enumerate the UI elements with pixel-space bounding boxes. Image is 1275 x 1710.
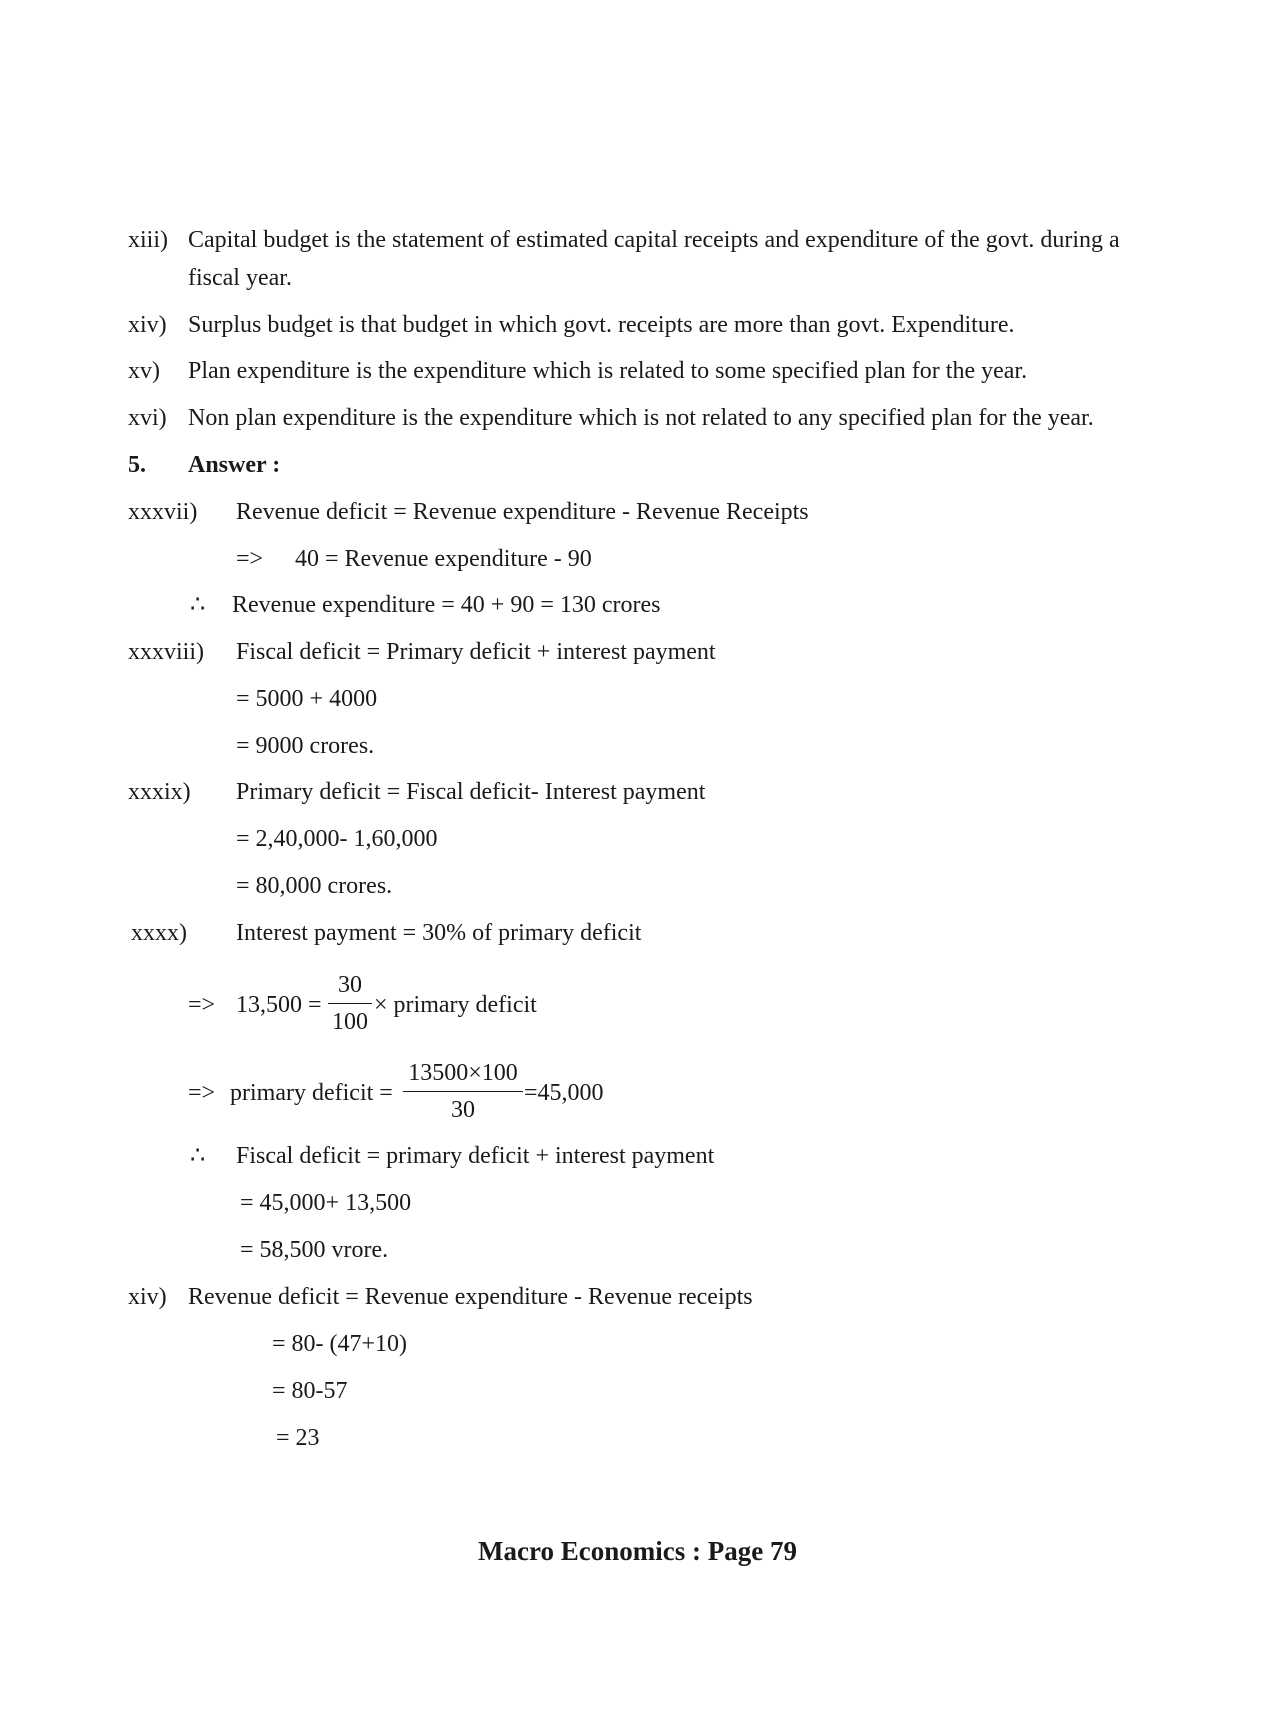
item-number: xv) xyxy=(128,358,160,384)
item-number: xvi) xyxy=(128,405,167,431)
equation-line: = 80-57 xyxy=(272,1378,348,1404)
equation-line: = 80,000 crores. xyxy=(236,873,393,899)
definition-text: Plan expenditure is the expenditure which is related to some specified plan for the year. xyxy=(188,358,1028,384)
equation-line: Revenue deficit = Revenue expenditure - Revenue receipts xyxy=(188,1284,753,1310)
definition-text: Surplus budget is that budget in which govt. receipts are more than govt. Expenditure. xyxy=(188,312,1015,338)
equation-line: = 2,40,000- 1,60,000 xyxy=(236,826,438,852)
equation-line: = 23 xyxy=(276,1425,320,1451)
therefore-symbol: ∴ xyxy=(190,1143,206,1169)
implies-arrow: => xyxy=(188,1080,216,1106)
fraction-numerator: 30 xyxy=(338,972,362,998)
equation-line: Interest payment = 30% of primary deficit xyxy=(236,920,642,946)
section-title: Answer : xyxy=(188,452,281,478)
item-number: xiii) xyxy=(128,227,168,253)
equation-line: = 80- (47+10) xyxy=(272,1331,408,1357)
equation-line: = 58,500 vrore. xyxy=(240,1237,389,1263)
section-number: 5. xyxy=(128,452,146,478)
item-number: xxxix) xyxy=(128,779,191,805)
definition-text-continued: fiscal year. xyxy=(188,265,292,291)
therefore-symbol: ∴ xyxy=(190,592,206,618)
equation-line: Revenue deficit = Revenue expenditure - Revenue Receipts xyxy=(236,499,809,525)
fraction-numerator: 13500×100 xyxy=(408,1060,518,1086)
equation-line: = 5000 + 4000 xyxy=(236,686,378,712)
item-number: xiv) xyxy=(128,1284,167,1310)
equation-left: primary deficit = xyxy=(230,1080,393,1106)
equation-line: = 9000 crores. xyxy=(236,733,375,759)
equation-right: × primary deficit xyxy=(374,992,537,1018)
fraction xyxy=(328,973,372,1034)
fraction-bar xyxy=(403,1091,523,1092)
definition-text: Capital budget is the statement of estimated capital receipts and expenditure of the govt. during a xyxy=(188,227,1120,253)
equation-line: Fiscal deficit = Primary deficit + interest payment xyxy=(236,639,716,665)
implies-arrow: => xyxy=(188,992,216,1018)
equation-line: = 45,000+ 13,500 xyxy=(240,1190,412,1216)
equation-line: Primary deficit = Fiscal deficit- Interest payment xyxy=(236,779,706,805)
equation-left: 13,500 = xyxy=(236,992,322,1018)
item-number: xxxx) xyxy=(131,920,187,946)
item-number: xxxvii) xyxy=(128,499,198,525)
equation-line: Revenue expenditure = 40 + 90 = 130 crores xyxy=(232,592,661,618)
page-footer: Macro Economics : Page 79 xyxy=(478,1536,797,1566)
equation-line: 40 = Revenue expenditure - 90 xyxy=(295,546,592,572)
equation-right: =45,000 xyxy=(524,1080,604,1106)
item-number: xxxviii) xyxy=(128,639,204,665)
fraction-denominator: 100 xyxy=(332,1009,368,1035)
implies-arrow: => xyxy=(236,546,264,572)
equation-line: Fiscal deficit = primary deficit + interest payment xyxy=(236,1143,715,1169)
fraction-denominator: 30 xyxy=(451,1097,475,1123)
definition-text: Non plan expenditure is the expenditure which is not related to any specified plan for the year. xyxy=(188,405,1094,431)
fraction xyxy=(403,1061,523,1122)
item-number: xiv) xyxy=(128,312,167,338)
fraction-bar xyxy=(328,1003,372,1004)
